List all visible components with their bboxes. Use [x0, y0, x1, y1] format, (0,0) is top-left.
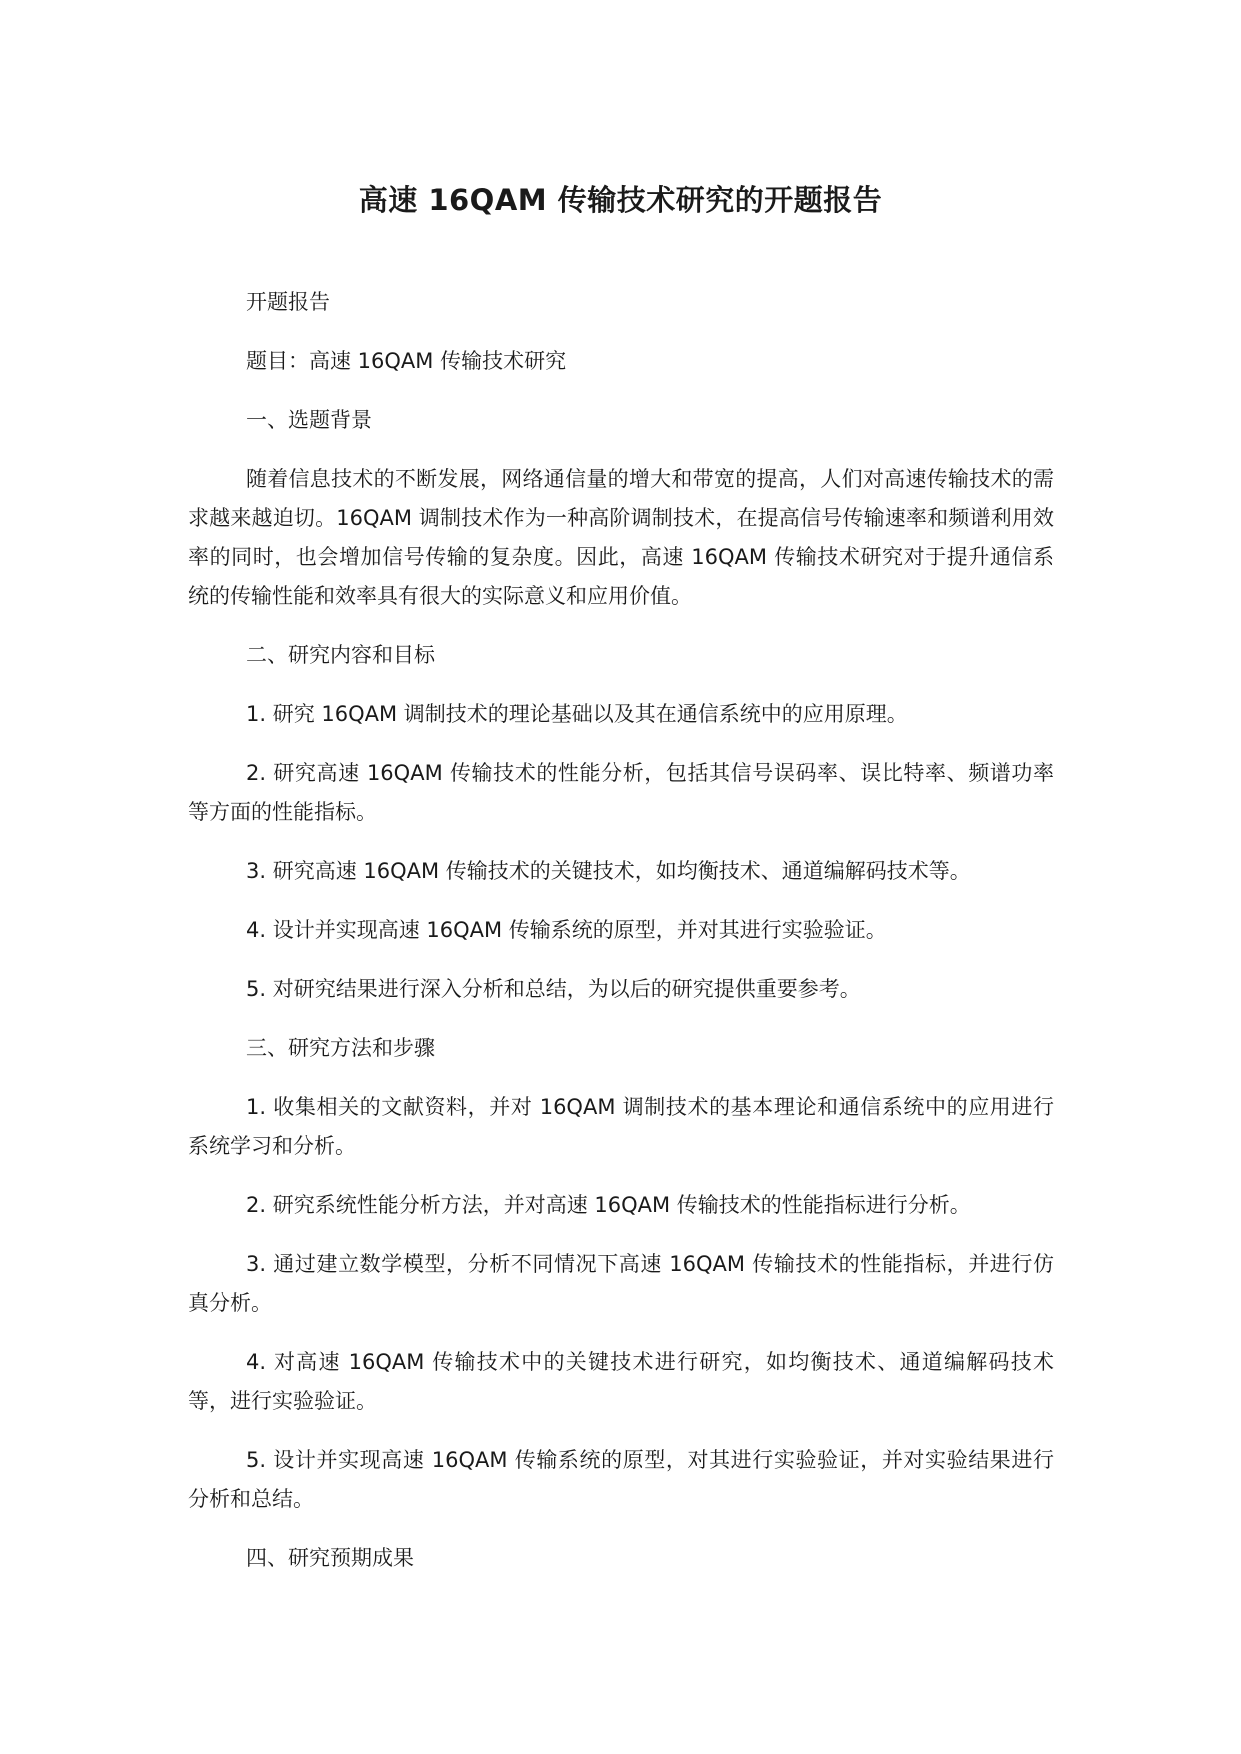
list-item-method-1: 1. 收集相关的文献资料，并对 16QAM 调制技术的基本理论和通信系统中的应用进行系统学习和分析。 — [188, 1095, 1054, 1158]
list-item-content-5: 5. 对研究结果进行深入分析和总结，为以后的研究提供重要参考。 — [246, 977, 861, 1001]
section-heading-content-goals: 二、研究内容和目标 — [246, 643, 435, 667]
document-body — [188, 283, 1054, 1598]
paragraph-topic: 题目：高速 16QAM 传输技术研究 — [246, 349, 567, 373]
paragraph-report-label: 开题报告 — [246, 290, 330, 314]
list-item-method-5: 5. 设计并实现高速 16QAM 传输系统的原型，对其进行实验验证，并对实验结果进行分析和总结。 — [188, 1448, 1054, 1511]
list-item-content-1: 1. 研究 16QAM 调制技术的理论基础以及其在通信系统中的应用原理。 — [246, 702, 908, 726]
list-item-method-3: 3. 通过建立数学模型，分析不同情况下高速 16QAM 传输技术的性能指标，并进行仿真分析。 — [188, 1252, 1054, 1315]
list-item-content-3: 3. 研究高速 16QAM 传输技术的关键技术，如均衡技术、通道编解码技术等。 — [246, 859, 971, 883]
section-heading-expected-results: 四、研究预期成果 — [246, 1546, 414, 1570]
document-title: 高速 16QAM 传输技术研究的开题报告 — [358, 183, 883, 217]
section-heading-background: 一、选题背景 — [246, 408, 372, 432]
list-item-content-4: 4. 设计并实现高速 16QAM 传输系统的原型，并对其进行实验验证。 — [246, 918, 887, 942]
list-item-content-2: 2. 研究高速 16QAM 传输技术的性能分析，包括其信号误码率、误比特率、频谱功率等方面的性能指标。 — [188, 761, 1054, 824]
list-item-method-4: 4. 对高速 16QAM 传输技术中的关键技术进行研究，如均衡技术、通道编解码技术等，进行实验验证。 — [188, 1350, 1054, 1413]
list-item-method-2: 2. 研究系统性能分析方法，并对高速 16QAM 传输技术的性能指标进行分析。 — [246, 1193, 971, 1217]
section-heading-methods: 三、研究方法和步骤 — [246, 1036, 435, 1060]
paragraph-background: 随着信息技术的不断发展，网络通信量的增大和带宽的提高，人们对高速传输技术的需求越来越迫切。16QAM 调制技术作为一种高阶调制技术，在提高信号传输速率和频谱利用效率的同时，也会增加信号传输的复杂度。因此，高速 16QAM 传输技术研究对于提升通信系统的传输性能和效率具有很大的实际意义和应用价值。 — [188, 467, 1054, 608]
